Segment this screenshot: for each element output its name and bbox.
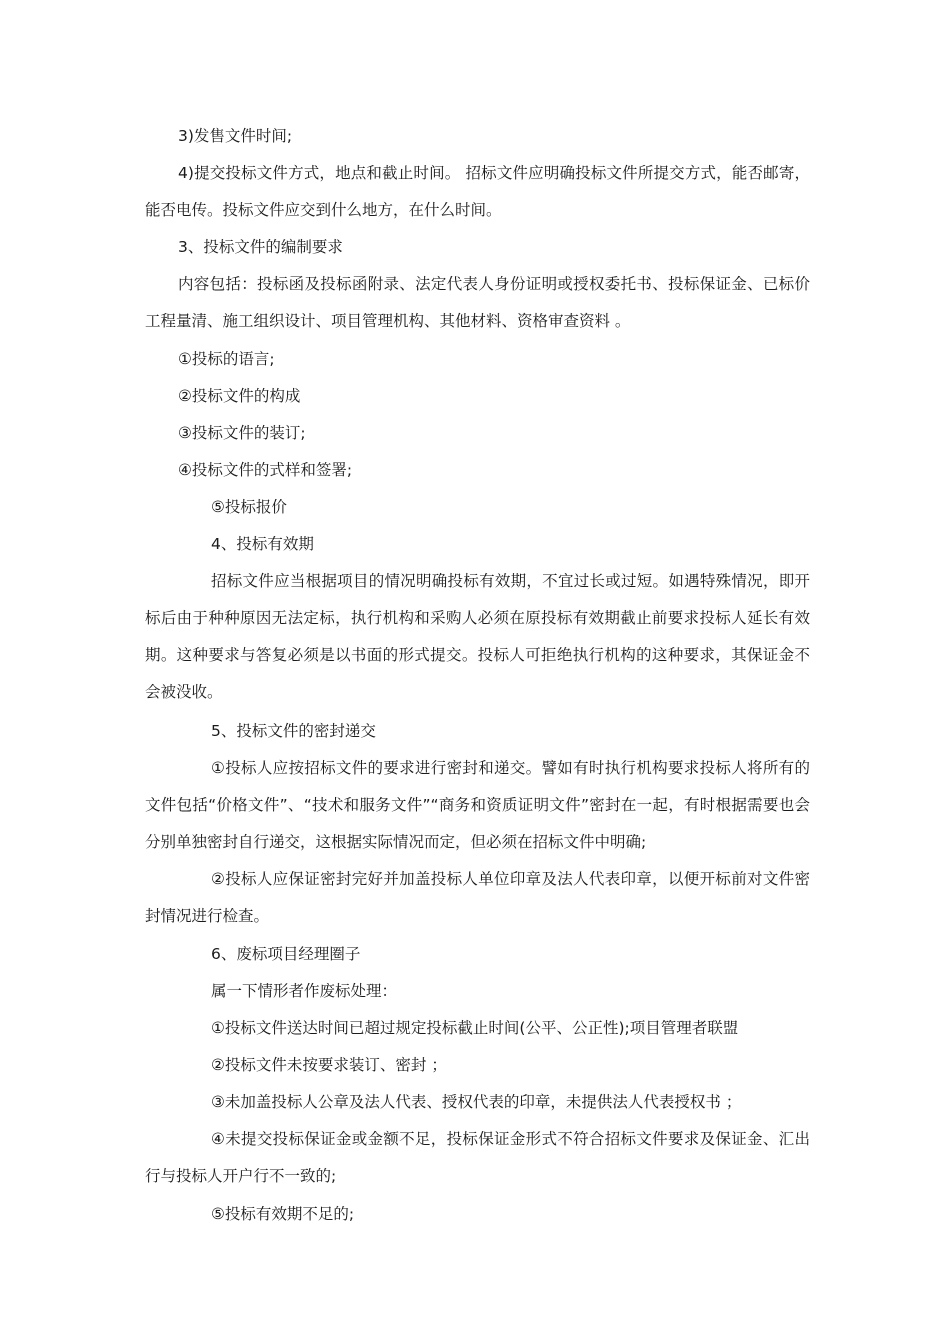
paragraph-sealing-1: ①投标人应按招标文件的要求进行密封和递交。譬如有时执行机构要求投标人将所有的文件包括“价格文件”、“技术和服务文件”“商务和资质证明文件”密封在一起，有时根据需要也会分别单独密封自行递交，这根据实际情况而定，但必须在招标文件中明确;: [145, 759, 810, 851]
list-item-deposit-issue: ④未提交投标保证金或金额不足，投标保证金形式不符合招标文件要求及保证金、汇出行与投标人开户行不一致的;: [145, 1130, 810, 1185]
heading-preparation-requirements: 3、投标文件的编制要求: [178, 238, 343, 256]
paragraph-contents: 内容包括：投标函及投标函附录、法定代表人身份证明或授权委托书、投标保证金、已标价工程量清、施工组织设计、项目管理机构、其他材料、资格审查资料 。: [145, 275, 810, 330]
heading-invalid-bid: 6、废标项目经理圈子: [211, 945, 361, 963]
list-item-quotation: ⑤投标报价: [211, 498, 287, 516]
list-item-insufficient-validity: ⑤投标有效期不足的;: [211, 1205, 355, 1223]
list-item-no-seal: ③未加盖投标人公章及法人代表、授权代表的印章，未提供法人代表授权书 ；: [211, 1093, 742, 1111]
heading-sealing-delivery: 5、投标文件的密封递交: [211, 722, 376, 740]
list-item-late-delivery: ①投标文件送达时间已超过规定投标截止时间(公平、公正性);项目管理者联盟: [211, 1019, 739, 1037]
list-item-not-sealed: ②投标文件未按要求装订、密封 ；: [211, 1056, 447, 1074]
list-item-composition: ②投标文件的构成: [178, 387, 301, 405]
paragraph-invalid-intro: 属一下情形者作废标处理：: [211, 982, 398, 1000]
paragraph-sealing-2: ②投标人应保证密封完好并加盖投标人单位印章及法人代表印章，以便开标前对文件密封情况进行检查。: [145, 870, 810, 925]
heading-validity-period: 4、投标有效期: [211, 535, 314, 553]
paragraph-validity-period: 招标文件应当根据项目的情况明确投标有效期，不宜过长或过短。如遇特殊情况，即开标后由于种种原因无法定标，执行机构和采购人必须在原投标有效期截止前要求投标人延长有效期。这种要求与答复必须是以书面的形式提交。投标人可拒绝执行机构的这种要求，其保证金不会被没收。: [145, 572, 810, 701]
paragraph-sale-time: 3)发售文件时间;: [178, 127, 293, 145]
paragraph-submission-method: 4)提交投标文件方式，地点和截止时间。 招标文件应明确投标文件所提交方式，能否邮寄，能否电传。投标文件应交到什么地方，在什么时间。: [145, 164, 810, 219]
list-item-binding: ③投标文件的装订;: [178, 424, 306, 442]
list-item-format-signing: ④投标文件的式样和签署;: [178, 461, 353, 479]
list-item-language: ①投标的语言;: [178, 350, 275, 368]
